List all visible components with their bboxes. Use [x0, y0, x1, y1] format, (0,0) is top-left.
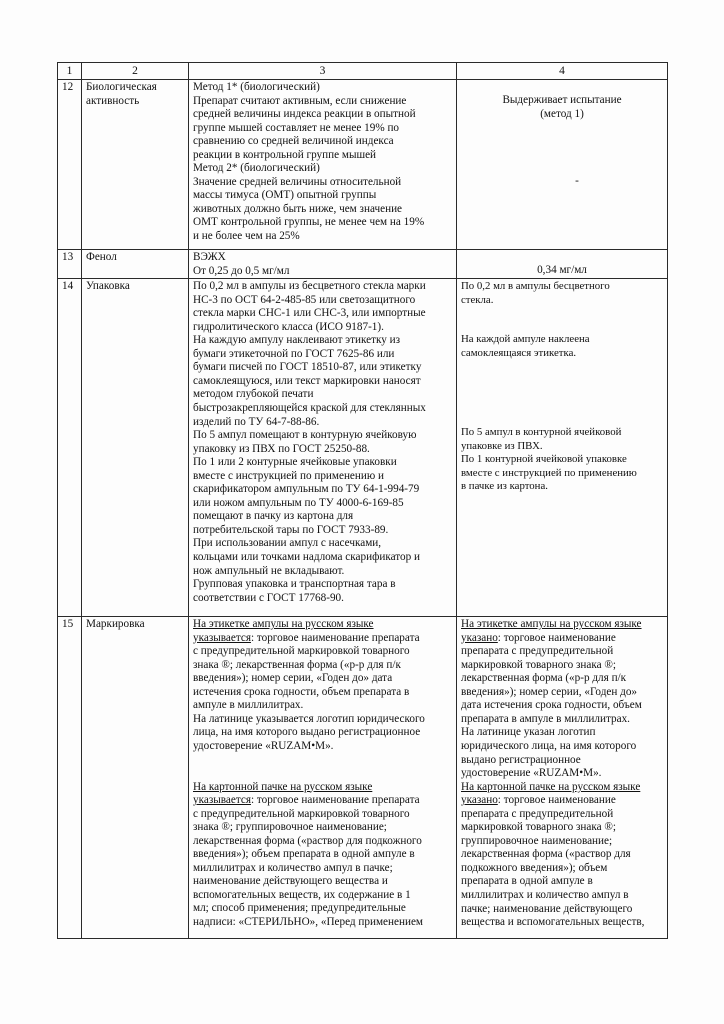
spec-line: с предупредительной маркировкой товарного — [193, 807, 410, 820]
header-cell: 1 — [58, 63, 82, 80]
spec-line: истечения срока годности, объем препарата в — [193, 685, 410, 698]
result-line: юридического лица, на имя которого — [461, 740, 637, 753]
spec-line: с предупредительной маркировкой товарного — [193, 645, 410, 658]
result-line: маркировкой товарного знака ®; — [461, 821, 617, 834]
spec-subheading: указывается — [193, 794, 251, 807]
header-row — [58, 63, 668, 80]
spec-line: соответствии с ГОСТ 17768-90. — [193, 591, 344, 604]
spec-line: вспомогательных веществ, их содержание в 1 — [193, 888, 411, 901]
result-line: стекла. — [461, 293, 494, 306]
result-subheading: указано — [461, 794, 498, 807]
spec-line: животных должно быть ниже, чем значение — [193, 202, 403, 215]
row-name: Упаковка — [82, 279, 189, 617]
spec-line: стекла марки СНС-1 или СНС-3, или импортные — [193, 307, 426, 320]
result-line: маркировкой товарного знака ®; — [461, 658, 617, 671]
result-line: введения»); номер серии, «Годен до» — [461, 685, 638, 698]
spec-line: Групповая упаковка и транспортная тара в — [193, 578, 396, 591]
row-name-line: активность — [86, 94, 140, 107]
spec-line: средней величины индекса реакции в опытной — [193, 108, 416, 121]
spec-line: мл; способ применения; предупредительные — [193, 902, 406, 915]
result-line: лекарственная форма («раствор для — [461, 848, 631, 861]
row-number: 15 — [58, 617, 82, 939]
spec-line: удостоверение «RUZAM•M». — [193, 740, 334, 753]
result-line: выдано регистрационное — [461, 753, 581, 766]
spec-line: Препарат считают активным, если снижение — [193, 94, 407, 107]
spec-line: Значение средней величины относительной — [193, 175, 402, 188]
spec-line: По 5 ампул помещают в контурную ячейковую — [193, 429, 417, 442]
spec-line: Метод 2* (биологический) — [193, 162, 320, 175]
spec-line: : торговое наименование препарата — [250, 794, 420, 807]
row-number: 12 — [58, 80, 82, 250]
spec-line: лекарственная форма («раствор для подкожного — [193, 834, 422, 847]
spec-line: бумаги этикеточной по ГОСТ 7625-86 или — [193, 347, 395, 360]
result-line: : торговое наименование — [497, 631, 616, 644]
result-mark: - — [575, 175, 579, 188]
spec-line: ОМТ контрольной группы, не менее чем на 19% — [193, 216, 425, 229]
spec-line: знака ®; группировочное наименование; — [193, 821, 387, 834]
result-line: вместе с инструкцией по применению — [461, 466, 637, 479]
row-name-line: Биологическая — [86, 81, 157, 93]
row-name: Фенол — [82, 250, 189, 279]
result-line: препарата с предупредительной — [461, 807, 614, 820]
spec-line: НС-3 по ОСТ 64-2-485-85 или светозащитного — [193, 293, 416, 306]
result-line: дата истечения срока годности, объем — [461, 699, 642, 712]
spec-line: вместе с инструкцией по применению и — [193, 469, 385, 482]
spec-line: потребительской тары по ГОСТ 7933-89. — [193, 523, 389, 536]
row-spec — [189, 80, 457, 250]
spec-line: сравнению со средней величиной индекса — [193, 135, 394, 148]
result-line: удостоверение «RUZAM•M». — [461, 767, 602, 780]
result-subheading: На этикетке ампулы на русском языке — [461, 618, 642, 631]
row-spec — [189, 279, 457, 617]
spec-line: знака ®; лекарственная форма («р-р для п/к — [193, 658, 401, 671]
result-line: препарата в ампуле в миллилитрах. — [461, 712, 630, 725]
result-line: На латинице указан логотип — [461, 726, 596, 739]
spec-line: гидролитического класса (ИСО 9187-1). — [193, 320, 384, 333]
result-line: самоклеящаяся этикетка. — [461, 346, 577, 359]
row-spec — [189, 617, 457, 939]
table-row-phenol — [58, 250, 668, 279]
table-row-biological-activity — [58, 80, 668, 250]
result-line: : торговое наименование — [497, 794, 616, 807]
spec-line: методом глубокой печати — [193, 388, 314, 401]
spec-line: наименование действующего вещества и — [193, 875, 388, 888]
spec-line: лица, на имя которого выдано регистрационное — [193, 726, 421, 739]
spec-line: Метод 1* (биологический) — [193, 81, 320, 93]
spec-line: скарификатором ампульным по ТУ 64-1-994-79 — [193, 483, 420, 496]
spec-line: введения»); номер серии, «Годен до» дата — [193, 672, 393, 685]
spec-line: : торговое наименование препарата — [250, 631, 420, 644]
spec-subheading: На этикетке ампулы на русском языке — [193, 618, 374, 631]
spec-line: группе мышей составляет не менее 19% по — [193, 121, 400, 134]
spec-line: На латинице указывается логотип юридического — [193, 712, 425, 725]
row-result — [457, 617, 668, 939]
spec-line: реакции в контрольной группе мышей — [193, 148, 377, 161]
spec-line: и не более чем на 25% — [193, 230, 300, 243]
result-line: пачке; наименование действующего — [461, 902, 633, 915]
row-number: 14 — [58, 279, 82, 617]
result-line: препарата с предупредительной — [461, 645, 614, 658]
result-line: вещества и вспомогательных веществ, — [461, 916, 645, 929]
spec-line: миллилитрах и количество ампул в пачке; — [193, 861, 393, 874]
row-result — [457, 279, 668, 617]
result-line: На каждой ампуле наклеена — [461, 333, 590, 346]
result-line: миллилитрах и количество ампул в — [461, 889, 629, 902]
specification-table — [57, 62, 668, 939]
spec-line: нож ампульный не вкладывают. — [193, 564, 345, 577]
result-line: По 5 ампул в контурной ячейковой — [461, 426, 622, 439]
table-row-labeling — [58, 617, 668, 939]
result-line: в пачке из картона. — [461, 480, 548, 493]
result-line: (метод 1) — [540, 107, 584, 120]
spec-subheading: указывается — [193, 631, 251, 644]
spec-line: По 1 или 2 контурные ячейковые упаковки — [193, 456, 397, 469]
spec-subheading: На картонной пачке на русском языке — [193, 780, 373, 793]
spec-line: или ножом ампульным по ТУ 4000-6-169-85 — [193, 496, 404, 509]
spec-line: помещают в пачку из картона для — [193, 510, 354, 523]
result-line: препарата в одной ампуле в — [461, 875, 593, 888]
spec-line: По 0,2 мл в ампулы из бесцветного стекла марки — [193, 280, 426, 293]
result-subheading: На картонной пачке на русском языке — [461, 780, 641, 793]
spec-line: самоклеящуюся, или текст маркировки наносят — [193, 374, 421, 387]
spec-line: надписи: «СТЕРИЛЬНО», «Перед применением — [193, 916, 423, 929]
result-subheading: указано — [461, 631, 498, 644]
spec-line: изделий по ТУ 64-7-88-86. — [193, 415, 320, 428]
result-line: 0,34 мг/мл — [537, 264, 587, 276]
spec-line: массы тимуса (ОМТ) опытной группы — [193, 189, 377, 202]
spec-line: введения»); объем препарата в одной ампуле в — [193, 848, 415, 861]
spec-line: быстрозакрепляющейся краской для стеклянных — [193, 402, 426, 415]
row-name — [82, 80, 189, 250]
row-result — [457, 250, 668, 279]
spec-line: На каждую ампулу наклеивают этикетку из — [193, 334, 401, 347]
header-cell: 2 — [82, 63, 189, 80]
result-line: По 1 контурной ячейковой упаковке — [461, 453, 627, 466]
result-line: лекарственная форма («р-р для п/к — [461, 672, 627, 685]
spec-line: При использовании ампул с насечками, — [193, 537, 382, 550]
result-line: упаковке из ПВХ. — [461, 439, 543, 452]
spec-line: ВЭЖХ — [193, 251, 226, 263]
spec-line: упаковку из ПВХ по ГОСТ 25250-88. — [193, 442, 370, 455]
header-cell: 3 — [189, 63, 457, 80]
result-line: По 0,2 мл в ампулы бесцветного — [461, 280, 610, 293]
result-line: Выдерживает испытание — [502, 94, 622, 106]
row-number: 13 — [58, 250, 82, 279]
spec-line: кольцами или точками надлома скарификатор и — [193, 551, 420, 564]
result-line: группировочное наименование; — [461, 834, 613, 847]
result-line: подкожного введения»); объем — [461, 861, 608, 874]
header-cell: 4 — [457, 63, 668, 80]
spec-line: ампуле в миллилитрах. — [193, 699, 304, 712]
spec-line: От 0,25 до 0,5 мг/мл — [193, 264, 290, 277]
row-result — [457, 80, 668, 250]
table-row-packaging — [58, 279, 668, 617]
spec-line: бумаги писчей по ГОСТ 18510-87, или этикетку — [193, 361, 422, 374]
row-spec — [189, 250, 457, 279]
row-name: Маркировка — [82, 617, 189, 939]
